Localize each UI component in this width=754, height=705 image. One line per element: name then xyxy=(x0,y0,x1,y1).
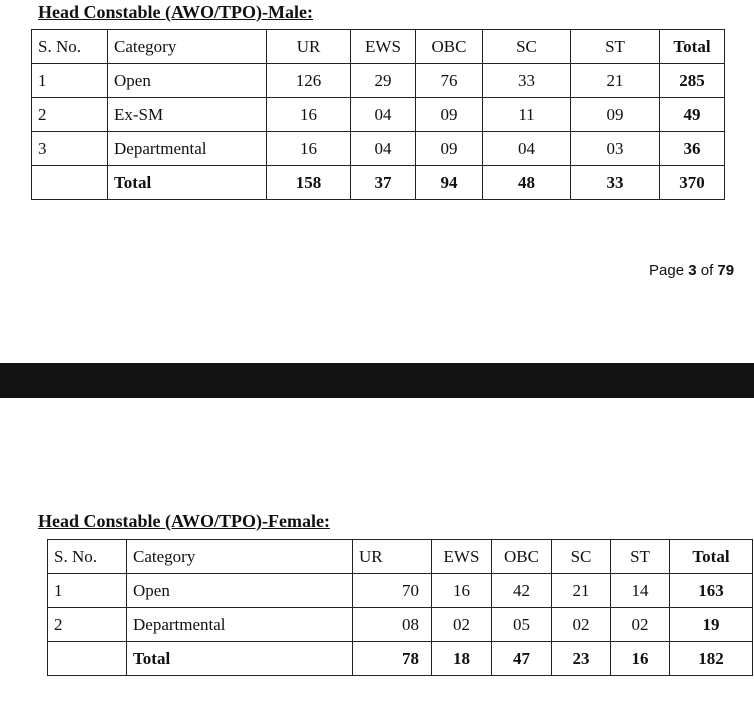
cell-category: Ex-SM xyxy=(108,98,267,132)
cell-category: Departmental xyxy=(108,132,267,166)
cell-st: 21 xyxy=(571,64,660,98)
page-word: Page xyxy=(649,262,685,279)
cell-sno xyxy=(32,166,108,200)
female-table-title: Head Constable (AWO/TPO)-Female: xyxy=(38,511,330,531)
table-header-row xyxy=(48,540,753,574)
cell-obc: 09 xyxy=(416,132,483,166)
header-obc: OBC xyxy=(492,540,552,574)
male-vacancy-table xyxy=(31,29,725,200)
cell-obc: 47 xyxy=(492,642,552,676)
page-separator-bar xyxy=(0,363,754,398)
cell-sc: 48 xyxy=(483,166,571,200)
female-vacancy-table xyxy=(47,539,753,676)
table-total-row xyxy=(48,642,753,676)
header-ur: UR xyxy=(267,30,351,64)
cell-st: 16 xyxy=(611,642,670,676)
table-row xyxy=(32,132,725,166)
page-current: 3 xyxy=(688,262,697,279)
cell-ur: 78 xyxy=(353,642,432,676)
cell-category: Departmental xyxy=(127,608,353,642)
cell-total: 182 xyxy=(670,642,753,676)
cell-st: 33 xyxy=(571,166,660,200)
cell-sc: 23 xyxy=(552,642,611,676)
cell-ur: 16 xyxy=(267,98,351,132)
cell-ews: 29 xyxy=(351,64,416,98)
cell-total: 163 xyxy=(670,574,753,608)
cell-ews: 04 xyxy=(351,132,416,166)
header-total: Total xyxy=(660,30,725,64)
cell-ews: 02 xyxy=(432,608,492,642)
cell-sno: 3 xyxy=(32,132,108,166)
cell-sc: 21 xyxy=(552,574,611,608)
page-total: 79 xyxy=(717,262,735,279)
cell-st: 14 xyxy=(611,574,670,608)
table-header-row xyxy=(32,30,725,64)
cell-ur: 70 xyxy=(353,574,432,608)
cell-total: 49 xyxy=(660,98,725,132)
cell-category: Total xyxy=(127,642,353,676)
cell-ur: 126 xyxy=(267,64,351,98)
male-table-title: Head Constable (AWO/TPO)-Male: xyxy=(38,2,313,22)
of-word: of xyxy=(700,262,714,279)
header-sno: S. No. xyxy=(32,30,108,64)
cell-sno: 1 xyxy=(32,64,108,98)
header-category: Category xyxy=(127,540,353,574)
cell-ews: 18 xyxy=(432,642,492,676)
cell-sc: 33 xyxy=(483,64,571,98)
cell-sc: 04 xyxy=(483,132,571,166)
header-sno: S. No. xyxy=(48,540,127,574)
table-row xyxy=(32,98,725,132)
cell-sc: 02 xyxy=(552,608,611,642)
cell-ews: 04 xyxy=(351,98,416,132)
cell-ews: 16 xyxy=(432,574,492,608)
cell-sno xyxy=(48,642,127,676)
cell-category: Total xyxy=(108,166,267,200)
cell-sno: 1 xyxy=(48,574,127,608)
cell-total: 19 xyxy=(670,608,753,642)
header-ur: UR xyxy=(353,540,432,574)
cell-sno: 2 xyxy=(48,608,127,642)
cell-obc: 05 xyxy=(492,608,552,642)
cell-obc: 09 xyxy=(416,98,483,132)
cell-category: Open xyxy=(108,64,267,98)
table-row xyxy=(48,608,753,642)
page-number xyxy=(649,262,734,279)
cell-total: 370 xyxy=(660,166,725,200)
cell-total: 285 xyxy=(660,64,725,98)
cell-obc: 76 xyxy=(416,64,483,98)
cell-sc: 11 xyxy=(483,98,571,132)
table-row xyxy=(32,64,725,98)
cell-obc: 42 xyxy=(492,574,552,608)
header-sc: SC xyxy=(483,30,571,64)
header-category: Category xyxy=(108,30,267,64)
cell-ews: 37 xyxy=(351,166,416,200)
header-ews: EWS xyxy=(432,540,492,574)
header-st: ST xyxy=(611,540,670,574)
header-obc: OBC xyxy=(416,30,483,64)
cell-total: 36 xyxy=(660,132,725,166)
table-total-row xyxy=(32,166,725,200)
cell-st: 09 xyxy=(571,98,660,132)
cell-ur: 16 xyxy=(267,132,351,166)
header-ews: EWS xyxy=(351,30,416,64)
cell-st: 03 xyxy=(571,132,660,166)
cell-sno: 2 xyxy=(32,98,108,132)
cell-obc: 94 xyxy=(416,166,483,200)
cell-category: Open xyxy=(127,574,353,608)
header-sc: SC xyxy=(552,540,611,574)
header-st: ST xyxy=(571,30,660,64)
table-row xyxy=(48,574,753,608)
header-total: Total xyxy=(670,540,753,574)
cell-ur: 08 xyxy=(353,608,432,642)
cell-ur: 158 xyxy=(267,166,351,200)
cell-st: 02 xyxy=(611,608,670,642)
